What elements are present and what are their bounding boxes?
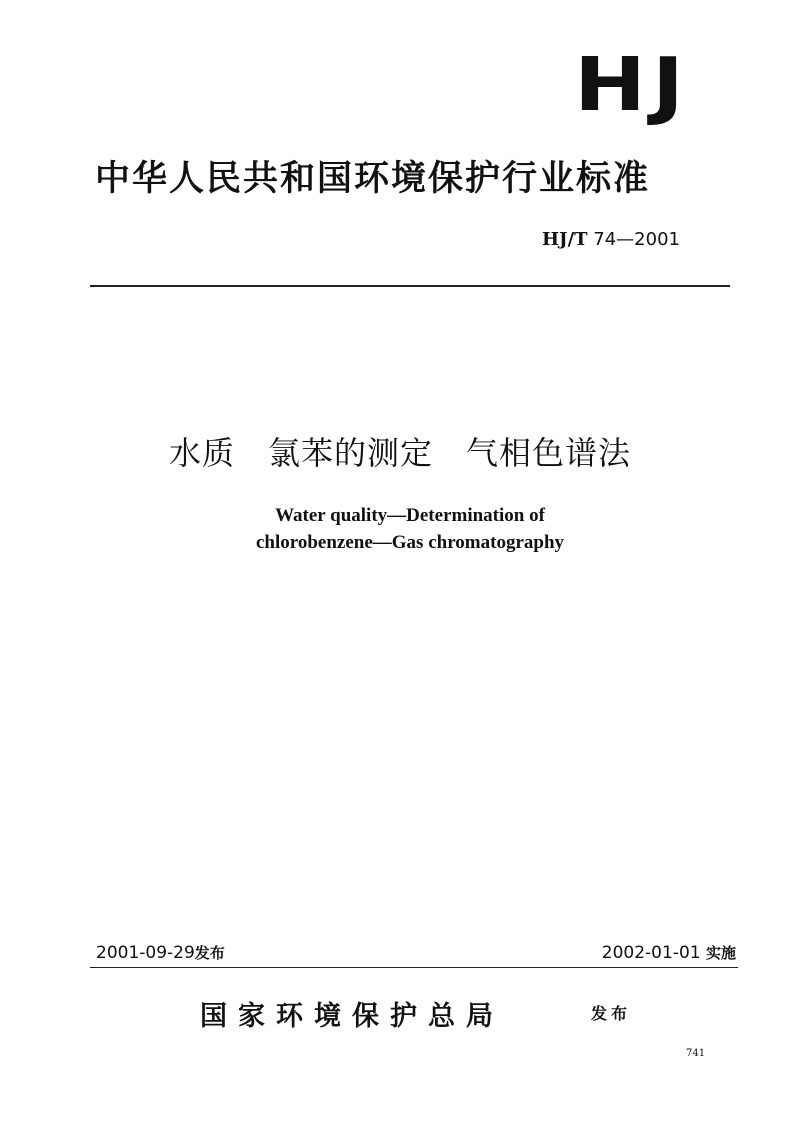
standard-category-title: 中华人民共和国环境保护行业标准: [95, 159, 651, 199]
hj-logo: HJ: [574, 41, 690, 128]
implementation-date-value: 2002-01-01: [601, 943, 701, 963]
issue-date-label: 发布: [194, 944, 225, 962]
issue-date-value: 2001-09-29: [96, 943, 195, 963]
standard-number: [542, 229, 680, 250]
document-title-english: [0, 502, 800, 556]
english-title-line-1: Water quality—Determination of: [275, 505, 545, 526]
page-number: 741: [686, 1048, 706, 1059]
standard-number-value: 74—2001: [593, 229, 680, 250]
document-title-chinese: 水质 氯苯的测定 气相色谱法: [168, 434, 631, 472]
standard-number-prefix: HJ/T: [542, 229, 588, 250]
issue-date: [96, 942, 225, 963]
publisher-suffix: 发布: [591, 1004, 632, 1023]
english-title-line-2: chlorobenzene—Gas chromatography: [255, 532, 565, 553]
footer-divider: [90, 967, 738, 968]
publisher-name: 国家环境保护总局: [200, 1001, 504, 1032]
implementation-date: [602, 942, 736, 963]
implementation-date-label: 实施: [705, 944, 736, 962]
header-divider: [90, 285, 730, 287]
